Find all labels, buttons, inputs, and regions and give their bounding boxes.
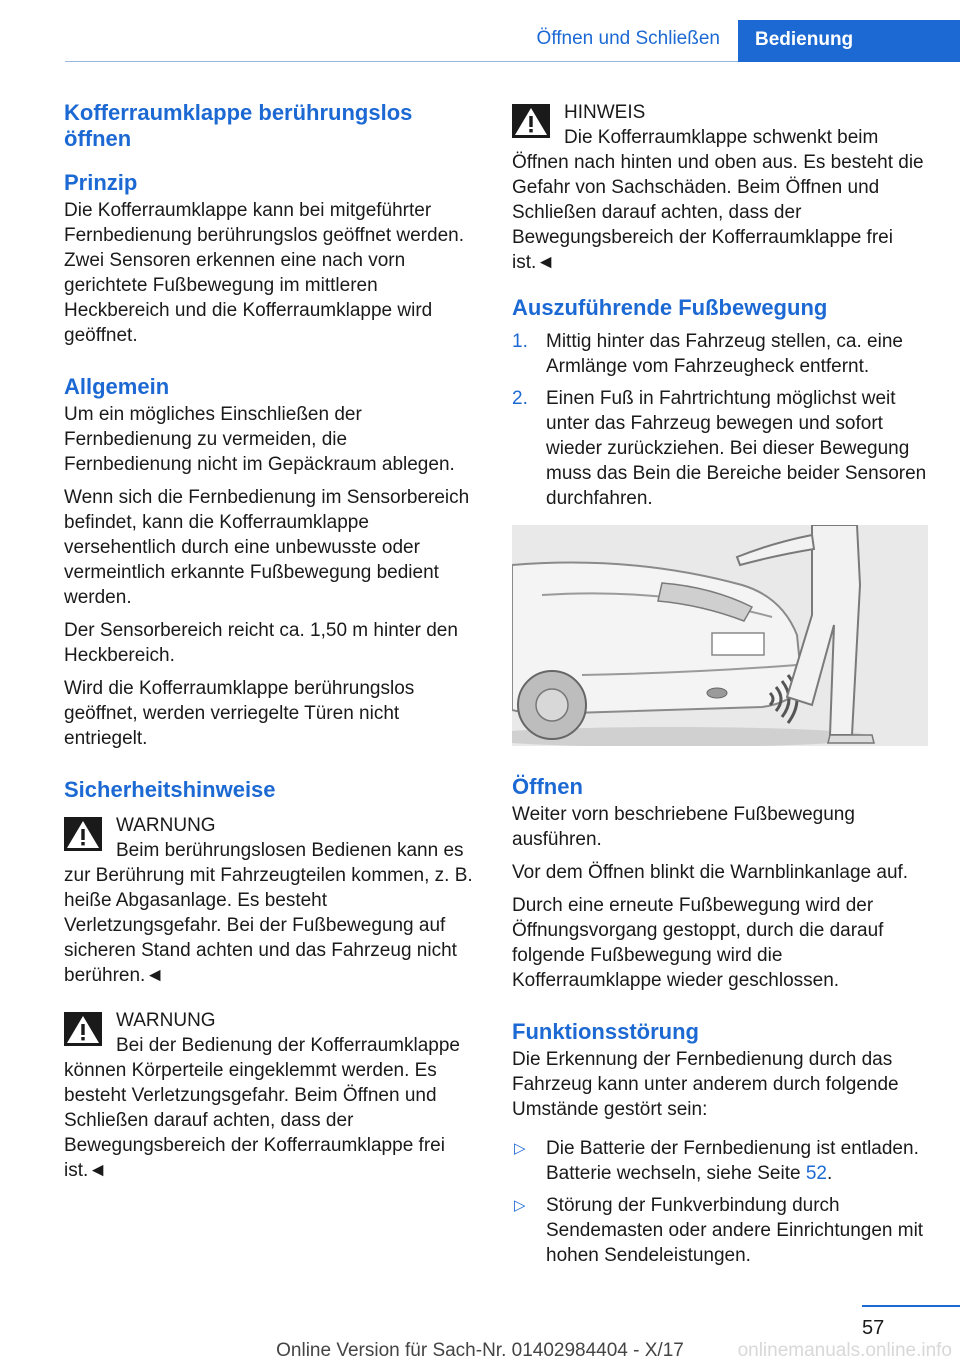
warning-text-first: Bei der Bedienung der Kofferraumklappe <box>116 1035 460 1056</box>
allgemein-paragraph: Wenn sich die Fernbedienung im Sensorbereich befindet, kann die Kofferraumklappe versehentlich durch eine unbewusste oder vermeintlich erkannte Fußbewegung bedient werden. <box>64 487 470 608</box>
prinzip-text: Die Kofferraumklappe kann bei mitgeführter Fernbedienung berührungslos geöffnet werden. Zwei Sensoren erkennen eine nach vorn gerichtete Fußbewegung im mittleren Heckbereich und die Kofferraumklappe wird geöffnet. <box>64 200 464 346</box>
right-column <box>512 100 928 1282</box>
header-rule <box>65 61 738 62</box>
heading-prinzip: Prinzip <box>64 170 138 195</box>
triangle-right-icon: ▷ <box>514 1140 526 1157</box>
heading-funktionsstoerung: Funktionsstörung <box>512 1019 699 1044</box>
warning-text-rest: zur Berührung mit Fahrzeugteilen kommen, z. B. heiße Abgasanlage. Es besteht Verletzungsgefahr. Bei der Fußbewegung auf sicheren Stand achten und das Fahrzeug nicht berühren.◄ <box>64 865 473 986</box>
page-number: 57 <box>862 1317 885 1339</box>
hinweis-note <box>512 100 928 275</box>
steps-list <box>512 329 928 511</box>
oeffnen-paragraph: Durch eine erneute Fußbewegung wird der Öffnungsvorgang gestoppt, durch die darauf folgende Fußbewegung wird die Kofferraumklappe wieder geschlossen. <box>512 895 884 991</box>
warning-note <box>64 1008 480 1183</box>
header-chapter: Öffnen und Schließen <box>536 28 720 49</box>
online-version-note: Online Version für Sach-Nr. 01402984404 - X/17 <box>276 1340 684 1361</box>
list-item <box>512 329 928 379</box>
step-number: 2. <box>512 388 528 409</box>
step-number: 1. <box>512 331 528 352</box>
oeffnen-paragraph: Vor dem Öffnen blinkt die Warnblinkanlage auf. <box>512 862 909 883</box>
page-reference-link[interactable]: 52 <box>805 1163 827 1184</box>
page-title: Kofferraumklappe berührungslos öffnen <box>64 100 413 151</box>
stoerung-text: Die Erkennung der Fernbedienung durch das Fahrzeug kann unter anderem durch folgende Umstände gestört sein: <box>512 1049 899 1120</box>
allgemein-paragraph: Wird die Kofferraumklappe berührungslos geöffnet, werden verriegelte Türen nicht entriegelt. <box>64 678 415 749</box>
warning-title: WARNUNG <box>116 1010 216 1031</box>
warning-triangle-icon <box>512 104 550 138</box>
allgemein-paragraph: Der Sensorbereich reicht ca. 1,50 m hinter den Heckbereich. <box>64 620 458 666</box>
bullet-text: Die Batterie der Fernbedienung ist entladen. Batterie wechseln, siehe Seite <box>546 1138 919 1184</box>
illustration-foot-gesture <box>512 525 928 746</box>
warning-triangle-icon <box>64 817 102 851</box>
list-item <box>512 1136 928 1186</box>
step-text: Einen Fuß in Fahrtrichtung möglichst weit unter das Fahrzeug bewegen und sofort wieder zurückziehen. Bei dieser Bewegung muss das Bein die Bereiche beider Sensoren durchfahren. <box>546 388 927 509</box>
warning-note <box>64 813 480 988</box>
bullet-text-end: . <box>826 1163 833 1184</box>
list-item <box>512 1193 928 1268</box>
allgemein-paragraph: Um ein mögliches Einschließen der Fernbedienung zu vermeiden, die Fernbedienung nicht im Gepäckraum ablegen. <box>64 404 455 475</box>
warning-text-rest: können Körperteile eingeklemmt werden. Es besteht Verletzungsgefahr. Beim Öffnen und Schließen darauf achten, dass der Bewegungsbereich der Kofferraumklappe frei ist.◄ <box>64 1060 445 1181</box>
stoerung-list <box>512 1136 928 1268</box>
triangle-right-icon: ▷ <box>514 1197 526 1214</box>
bullet-text: Störung der Funkverbindung durch Sendemasten oder andere Einrichtungen mit hohen Sendeleistungen. <box>546 1195 924 1266</box>
left-column <box>64 100 480 1203</box>
heading-fussbewegung: Auszuführende Fußbewegung <box>512 295 828 320</box>
footer-rule <box>862 1305 960 1307</box>
warning-text-first: Beim berührungslosen Bedienen kann es <box>116 840 464 861</box>
car-rear-illustration <box>512 525 928 746</box>
warning-triangle-icon <box>64 1012 102 1046</box>
heading-allgemein: Allgemein <box>64 374 170 399</box>
heading-oeffnen: Öffnen <box>512 774 583 799</box>
header-section-tab: Bedienung <box>738 20 960 62</box>
warning-title: WARNUNG <box>116 815 216 836</box>
hinweis-title: HINWEIS <box>564 102 646 123</box>
oeffnen-paragraph: Weiter vorn beschriebene Fußbewegung ausführen. <box>512 804 855 850</box>
list-item <box>512 386 928 511</box>
watermark: onlinemanuals.online.info <box>737 1340 952 1361</box>
hinweis-text-rest: Öffnen nach hinten und oben aus. Es besteht die Gefahr von Sachschäden. Beim Öffnen und Schließen darauf achten, dass der Bewegungsbereich der Kofferraumklappe frei ist.◄ <box>512 152 924 273</box>
step-text: Mittig hinter das Fahrzeug stellen, ca. eine Armlänge vom Fahrzeugheck entfernt. <box>546 331 903 377</box>
hinweis-text-first: Die Kofferraumklappe schwenkt beim <box>564 127 879 148</box>
heading-sicherheitshinweise: Sicherheitshinweise <box>64 777 276 802</box>
